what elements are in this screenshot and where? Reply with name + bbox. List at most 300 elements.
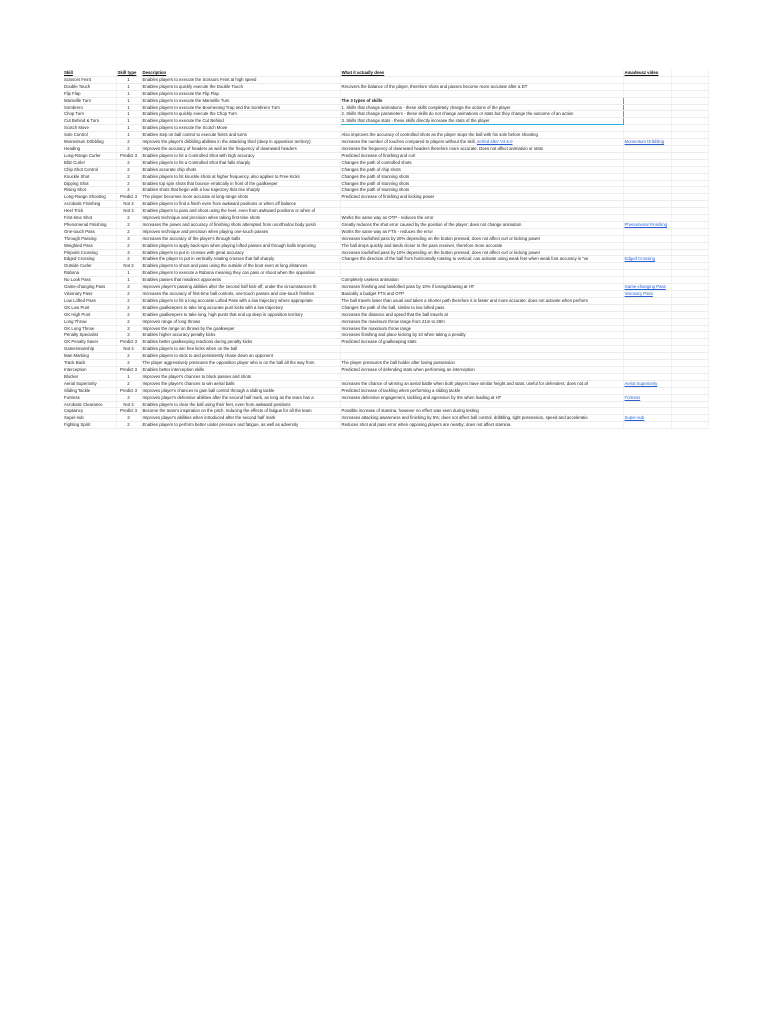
empty-cell[interactable] — [671, 166, 708, 173]
skill-type-cell[interactable]: Not 3 — [116, 401, 141, 408]
description-cell[interactable]: Enables players to clear the ball using their feet, even from awkward positions — [141, 401, 340, 408]
description-cell[interactable]: Enables top spin shots that bounce erratically in front of the goalkeeper — [141, 180, 340, 187]
skill-cell[interactable]: One-touch Pass — [63, 228, 116, 235]
what-it-does-cell[interactable] — [340, 104, 623, 111]
video-link-cell[interactable] — [623, 422, 671, 429]
skill-type-cell[interactable]: Not 3 — [116, 346, 141, 353]
video-link-cell[interactable] — [623, 152, 671, 159]
what-it-does-cell[interactable] — [340, 297, 623, 304]
description-cell[interactable]: Enables the player to put in vertically rotating crosses that fall sharply — [141, 256, 340, 263]
skill-type-cell[interactable]: 2 — [116, 291, 141, 298]
skill-type-cell[interactable]: 2 — [116, 256, 141, 263]
video-link-cell[interactable] — [623, 208, 671, 215]
skill-cell[interactable]: Momentum Dribbling — [63, 139, 116, 146]
what-it-does-cell[interactable] — [340, 332, 623, 339]
video-link-cell[interactable]: Aerial Superiority — [623, 380, 671, 387]
what-it-does-cell[interactable] — [340, 408, 623, 415]
description-cell[interactable]: Increases the accuracy of the player's through balls — [141, 235, 340, 242]
empty-cell[interactable] — [671, 353, 708, 360]
empty-cell[interactable] — [671, 332, 708, 339]
skill-type-cell[interactable]: Predict 3 — [116, 152, 141, 159]
skill-cell[interactable]: Chip Shot Control — [63, 166, 116, 173]
description-cell[interactable]: Enables players to execute a Rabona meaning they can pass or shoot when the opposition — [141, 270, 340, 277]
video-link-cell[interactable] — [623, 360, 671, 367]
header-skill[interactable]: Skill — [63, 70, 116, 76]
description-cell[interactable]: Enables higher accuracy penalty kicks — [141, 332, 340, 339]
skill-cell[interactable]: GK Long Throw — [63, 325, 116, 332]
video-link-cell[interactable] — [623, 325, 671, 332]
what-it-does-cell[interactable] — [340, 415, 623, 422]
skill-type-cell[interactable]: 2 — [116, 242, 141, 249]
header-description[interactable]: Description — [141, 70, 340, 76]
skill-type-cell[interactable]: 2 — [116, 187, 141, 194]
what-it-does-cell[interactable] — [340, 242, 623, 249]
description-cell[interactable]: Enables better goalkeeping reactions during penalty kicks — [141, 339, 340, 346]
what-it-does-cell[interactable] — [340, 111, 623, 118]
description-cell[interactable]: Enables players to execute the Boomerang Trap and the Sombrero Turn — [141, 104, 340, 111]
empty-cell[interactable] — [671, 139, 708, 146]
skill-type-cell[interactable]: 1 — [116, 83, 141, 90]
skill-cell[interactable]: Through Passing — [63, 235, 116, 242]
video-link-cell[interactable] — [623, 97, 671, 104]
description-cell[interactable]: Improves the range on throws by the goalkeeper — [141, 325, 340, 332]
description-cell[interactable]: Enables goalkeepers to take long accurate punt kicks with a low trajectory — [141, 304, 340, 311]
description-cell[interactable]: Enables players to execute the Marseille Turn — [141, 97, 340, 104]
skill-type-cell[interactable]: 2 — [116, 297, 141, 304]
skill-type-cell[interactable]: Predict 3 — [116, 194, 141, 201]
description-cell[interactable]: Enables players to hit a Controlled Shot with high accuracy — [141, 152, 340, 159]
skill-cell[interactable]: Rabona — [63, 270, 116, 277]
description-cell[interactable]: Enables players to find a finish even from awkward positions or when off balance — [141, 201, 340, 208]
what-it-does-cell[interactable] — [340, 422, 623, 429]
what-it-does-cell[interactable] — [340, 132, 623, 139]
empty-cell[interactable] — [671, 242, 708, 249]
video-link-cell[interactable] — [623, 297, 671, 304]
skill-cell[interactable]: Penalty Specialist — [63, 332, 116, 339]
what-it-does-cell[interactable] — [340, 373, 623, 380]
what-it-does-cell[interactable] — [340, 394, 623, 401]
empty-cell[interactable] — [671, 159, 708, 166]
video-link-cell[interactable] — [623, 194, 671, 201]
empty-cell[interactable] — [671, 277, 708, 284]
description-cell[interactable]: Enables players to hit a Controlled Shot that falls sharply — [141, 159, 340, 166]
what-it-does-cell[interactable] — [340, 139, 623, 146]
skill-type-cell[interactable]: 3 — [116, 415, 141, 422]
empty-cell[interactable] — [671, 291, 708, 298]
empty-cell[interactable] — [671, 325, 708, 332]
description-cell[interactable]: Enables players to shoot and pass using the outside of the boot even at long distances — [141, 263, 340, 270]
skill-cell[interactable]: Interception — [63, 366, 116, 373]
empty-cell[interactable] — [671, 339, 708, 346]
description-cell[interactable]: Improves technique and precision when taking first-time shots — [141, 215, 340, 222]
skill-type-cell[interactable]: 1 — [116, 270, 141, 277]
skill-type-cell[interactable]: 2 — [116, 353, 141, 360]
skill-cell[interactable]: Dipping Shot — [63, 180, 116, 187]
description-cell[interactable]: Enables shots that begin with a low trajectory that rise sharply — [141, 187, 340, 194]
skill-type-cell[interactable]: 1 — [116, 90, 141, 97]
video-link-cell[interactable] — [623, 242, 671, 249]
skill-cell[interactable]: Track Back — [63, 360, 116, 367]
header-video[interactable]: Amadeusz video — [623, 70, 671, 76]
description-cell[interactable]: Improves the player's chances to block passes and shots — [141, 373, 340, 380]
skill-cell[interactable]: Long Throw — [63, 318, 116, 325]
skill-type-cell[interactable]: Predict 3 — [116, 387, 141, 394]
description-cell[interactable]: Enables players to hit knuckle shots at higher frequency, also applies to Free Kicks — [141, 173, 340, 180]
video-link-cell[interactable] — [623, 187, 671, 194]
skill-cell[interactable]: Edged Crossing — [63, 256, 116, 263]
video-link-cell[interactable] — [623, 111, 671, 118]
description-cell[interactable]: Enables accurate chip shots — [141, 166, 340, 173]
skill-cell[interactable]: Sombrero — [63, 104, 116, 111]
skill-type-cell[interactable]: 1 — [116, 118, 141, 125]
skill-type-cell[interactable]: Predict 3 — [116, 366, 141, 373]
what-it-does-cell[interactable] — [340, 221, 623, 228]
description-cell[interactable]: Enables players to execute the Scotch Move — [141, 125, 340, 132]
description-cell[interactable]: Enables players to execute the Scissors Feint at high speed — [141, 76, 340, 83]
empty-cell[interactable] — [671, 215, 708, 222]
what-it-does-cell[interactable] — [340, 256, 623, 263]
description-cell[interactable]: Increases the power and accuracy of finishing shots attempted from unorthodox body positi — [141, 221, 340, 228]
description-cell[interactable]: Enables goalkeepers to take long, high punts that end up deep in opposition territory — [141, 311, 340, 318]
description-cell[interactable]: Enables players to win free kicks when on the ball — [141, 346, 340, 353]
description-cell[interactable]: Enables passes that misdirect opponents — [141, 277, 340, 284]
video-link-cell[interactable] — [623, 249, 671, 256]
video-link-cell[interactable] — [623, 387, 671, 394]
empty-cell[interactable] — [671, 76, 708, 83]
empty-cell[interactable] — [671, 173, 708, 180]
video-link-cell[interactable] — [623, 215, 671, 222]
empty-cell[interactable] — [671, 346, 708, 353]
what-it-does-cell[interactable] — [340, 325, 623, 332]
skill-type-cell[interactable]: 1 — [116, 373, 141, 380]
empty-cell[interactable] — [671, 235, 708, 242]
what-it-does-cell[interactable] — [340, 311, 623, 318]
what-it-does-cell[interactable] — [340, 249, 623, 256]
what-it-does-cell[interactable] — [340, 263, 623, 270]
description-cell[interactable]: The player aggressively pressures the opposition player who is on the ball all the way from — [141, 360, 340, 367]
description-cell[interactable]: Improves the player's dribbling abilities in the attacking third (deep in opposition territory) — [141, 139, 340, 146]
skill-type-cell[interactable]: 3 — [116, 332, 141, 339]
skill-type-cell[interactable]: 2 — [116, 228, 141, 235]
skill-type-cell[interactable]: 2 — [116, 166, 141, 173]
what-it-does-cell[interactable] — [340, 346, 623, 353]
description-cell[interactable]: Enables players to pass and shoot using the heel, even from awkward positions or when of — [141, 208, 340, 215]
video-link-cell[interactable] — [623, 346, 671, 353]
skill-type-cell[interactable]: 1 — [116, 132, 141, 139]
video-link-cell[interactable] — [623, 145, 671, 152]
skill-type-cell[interactable]: 2 — [116, 139, 141, 146]
description-cell[interactable]: Enables players to execute the Flip Flap — [141, 90, 340, 97]
skill-cell[interactable]: Blitz Curler — [63, 159, 116, 166]
skill-cell[interactable]: Long-Range Curler — [63, 152, 116, 159]
empty-cell[interactable] — [671, 111, 708, 118]
description-cell[interactable]: Improves player's passing abilities after the second half kick-off, under the circumstances th — [141, 284, 340, 291]
video-link-cell[interactable] — [623, 353, 671, 360]
what-it-does-cell[interactable] — [340, 208, 623, 215]
empty-cell[interactable] — [671, 118, 708, 125]
video-link-cell[interactable] — [623, 76, 671, 83]
video-link-cell[interactable]: Game-changing Pass — [623, 284, 671, 291]
empty-cell[interactable] — [671, 194, 708, 201]
empty-cell[interactable] — [671, 145, 708, 152]
video-link-cell[interactable] — [623, 180, 671, 187]
empty-cell[interactable] — [671, 373, 708, 380]
what-it-does-cell[interactable] — [340, 339, 623, 346]
skill-cell[interactable]: Double Touch — [63, 83, 116, 90]
skill-cell[interactable]: Cut Behind & Turn — [63, 118, 116, 125]
skill-cell[interactable]: GK High Punt — [63, 311, 116, 318]
empty-cell[interactable] — [671, 97, 708, 104]
skill-type-cell[interactable]: 1 — [116, 125, 141, 132]
description-cell[interactable]: Improves the player's chances to win aerial balls — [141, 380, 340, 387]
video-link-cell[interactable] — [623, 90, 671, 97]
empty-cell[interactable] — [671, 132, 708, 139]
skill-cell[interactable]: Fighting Spirit — [63, 422, 116, 429]
skill-cell[interactable]: Man Marking — [63, 353, 116, 360]
what-it-does-cell[interactable] — [340, 318, 623, 325]
empty-cell[interactable] — [671, 201, 708, 208]
what-it-does-cell[interactable] — [340, 180, 623, 187]
video-link-cell[interactable]: Visionary Pass — [623, 291, 671, 298]
description-cell[interactable]: Enables players to apply back-spin when playing lofted passes and through balls improving — [141, 242, 340, 249]
skill-type-cell[interactable]: 3 — [116, 394, 141, 401]
video-link-cell[interactable]: Super-sub — [623, 415, 671, 422]
empty-cell[interactable] — [671, 387, 708, 394]
description-cell[interactable]: Improves technique and precision when playing one-touch passes — [141, 228, 340, 235]
what-it-does-cell[interactable] — [340, 159, 623, 166]
empty-cell[interactable] — [671, 256, 708, 263]
nerfed-link[interactable]: nerfed after V2.6.0 — [476, 139, 513, 145]
skill-cell[interactable]: Fortress — [63, 394, 116, 401]
empty-cell[interactable] — [671, 152, 708, 159]
video-link-cell[interactable] — [623, 132, 671, 139]
description-cell[interactable]: Improves range of long throws — [141, 318, 340, 325]
skill-type-cell[interactable]: 2 — [116, 325, 141, 332]
description-cell[interactable]: Enables players to put in crosses with great accuracy — [141, 249, 340, 256]
empty-cell[interactable] — [671, 366, 708, 373]
skill-cell[interactable]: Knuckle Shot — [63, 173, 116, 180]
empty-cell[interactable] — [671, 125, 708, 132]
skill-cell[interactable]: Super-sub — [63, 415, 116, 422]
what-it-does-cell[interactable] — [340, 366, 623, 373]
description-cell[interactable]: Increases the accuracy of first-time ball controls, one-touch passes and one-touch finishes — [141, 291, 340, 298]
what-it-does-cell[interactable] — [340, 380, 623, 387]
skill-cell[interactable]: Long-Range Shooting — [63, 194, 116, 201]
video-link-cell[interactable] — [623, 373, 671, 380]
empty-cell[interactable] — [671, 221, 708, 228]
what-it-does-cell[interactable] — [340, 187, 623, 194]
video-link-cell[interactable]: Phenomenal Finishing — [623, 221, 671, 228]
what-it-does-cell[interactable] — [340, 125, 623, 132]
skill-cell[interactable]: Acrobatic Finishing — [63, 201, 116, 208]
skill-type-cell[interactable]: 1 — [116, 104, 141, 111]
empty-cell[interactable] — [671, 83, 708, 90]
skill-cell[interactable]: First-time Shot — [63, 215, 116, 222]
video-link-cell[interactable] — [623, 125, 671, 132]
skill-cell[interactable]: Gamesmanship — [63, 346, 116, 353]
description-cell[interactable]: Improves player's defensive abilities after the second half mark, as long as the team has a — [141, 394, 340, 401]
empty-cell[interactable] — [671, 208, 708, 215]
skill-type-cell[interactable]: Predict 3 — [116, 408, 141, 415]
video-link-cell[interactable] — [623, 366, 671, 373]
empty-cell[interactable] — [671, 187, 708, 194]
description-cell[interactable]: Enables players to execute the Cut Behind — [141, 118, 340, 125]
video-link-cell[interactable] — [623, 159, 671, 166]
video-link-cell[interactable] — [623, 235, 671, 242]
skill-type-cell[interactable]: Not 3 — [116, 208, 141, 215]
video-link-cell[interactable] — [623, 270, 671, 277]
what-it-does-cell[interactable] — [340, 270, 623, 277]
empty-cell[interactable] — [671, 249, 708, 256]
what-it-does-cell[interactable] — [340, 401, 623, 408]
description-cell[interactable]: Enables players to hit a long accurate Lofted Pass with a low trajectory where appropriate — [141, 297, 340, 304]
skill-cell[interactable]: Outside Curler — [63, 263, 116, 270]
what-it-does-cell[interactable] — [340, 83, 623, 90]
empty-cell[interactable] — [671, 270, 708, 277]
what-it-does-cell[interactable] — [340, 304, 623, 311]
skill-type-cell[interactable]: 2 — [116, 422, 141, 429]
description-cell[interactable]: Enables better interception skills — [141, 366, 340, 373]
skill-type-cell[interactable]: 3 — [116, 249, 141, 256]
description-cell[interactable]: Improves the accuracy of headers as well as the frequency of downward headers — [141, 145, 340, 152]
header-what-it-does[interactable]: What it actually does — [340, 70, 623, 76]
empty-cell[interactable] — [671, 284, 708, 291]
video-link-cell[interactable] — [623, 228, 671, 235]
empty-cell[interactable] — [671, 415, 708, 422]
skill-type-cell[interactable]: 2 — [116, 180, 141, 187]
description-cell[interactable]: Enables players to perform better under pressure and fatigue, as well as adversity — [141, 422, 340, 429]
skill-cell[interactable]: Rising Shot — [63, 187, 116, 194]
empty-cell[interactable] — [671, 90, 708, 97]
description-cell[interactable]: Improves player's abilities when introduced after the second half mark — [141, 415, 340, 422]
what-it-does-cell[interactable] — [340, 284, 623, 291]
skill-cell[interactable]: Sliding Tackle — [63, 387, 116, 394]
skill-type-cell[interactable]: Not 3 — [116, 201, 141, 208]
skill-cell[interactable]: Visionary Pass — [63, 291, 116, 298]
what-it-does-cell[interactable] — [340, 97, 623, 104]
description-cell[interactable]: Enables players to stick to and persistently chase down an opponent — [141, 353, 340, 360]
empty-cell[interactable] — [671, 360, 708, 367]
empty-cell[interactable] — [671, 104, 708, 111]
video-link-cell[interactable] — [623, 332, 671, 339]
skill-cell[interactable]: Heading — [63, 145, 116, 152]
what-it-does-cell[interactable] — [340, 90, 623, 97]
skill-cell[interactable]: Pinpoint Crossing — [63, 249, 116, 256]
skill-cell[interactable]: Weighted Pass — [63, 242, 116, 249]
skill-cell[interactable]: Marseille Turn — [63, 97, 116, 104]
video-link-cell[interactable] — [623, 83, 671, 90]
empty-cell[interactable] — [671, 422, 708, 429]
header-skill-type[interactable]: Skill type — [116, 70, 141, 76]
video-link-cell[interactable] — [623, 201, 671, 208]
skill-type-cell[interactable]: 2 — [116, 173, 141, 180]
video-link-cell[interactable] — [623, 263, 671, 270]
what-it-does-cell[interactable] — [340, 235, 623, 242]
video-link-cell[interactable] — [623, 173, 671, 180]
skill-cell[interactable]: Game-changing Pass — [63, 284, 116, 291]
skill-type-cell[interactable]: 1 — [116, 97, 141, 104]
skill-cell[interactable]: Heel Trick — [63, 208, 116, 215]
empty-cell[interactable] — [671, 297, 708, 304]
video-link-cell[interactable] — [623, 104, 671, 111]
what-it-does-cell[interactable] — [340, 145, 623, 152]
video-link-cell[interactable]: Edged Crossing — [623, 256, 671, 263]
skill-cell[interactable]: Scotch Move — [63, 125, 116, 132]
video-link-cell[interactable] — [623, 304, 671, 311]
skill-cell[interactable]: Scissors Feint — [63, 76, 116, 83]
skill-type-cell[interactable]: 1 — [116, 277, 141, 284]
what-it-does-cell[interactable] — [340, 291, 623, 298]
skill-cell[interactable]: Sole Control — [63, 132, 116, 139]
skill-type-cell[interactable]: 2 — [116, 380, 141, 387]
what-it-does-cell[interactable] — [340, 152, 623, 159]
what-it-does-cell[interactable] — [340, 353, 623, 360]
empty-cell[interactable] — [671, 228, 708, 235]
skill-type-cell[interactable]: 1 — [116, 111, 141, 118]
what-it-does-cell[interactable] — [340, 387, 623, 394]
empty-cell[interactable] — [671, 304, 708, 311]
empty-cell[interactable] — [671, 380, 708, 387]
what-it-does-cell[interactable] — [340, 228, 623, 235]
what-it-does-cell[interactable] — [340, 360, 623, 367]
skill-type-cell[interactable]: 2 — [116, 221, 141, 228]
what-it-does-cell[interactable] — [340, 118, 623, 125]
skill-cell[interactable]: GK Penalty Saver — [63, 339, 116, 346]
skill-type-cell[interactable]: 2 — [116, 215, 141, 222]
video-link-cell[interactable] — [623, 401, 671, 408]
empty-cell[interactable] — [671, 318, 708, 325]
description-cell[interactable]: The player becomes more accurate at long-range shots — [141, 194, 340, 201]
skill-cell[interactable]: Flip Flap — [63, 90, 116, 97]
video-link-cell[interactable]: Momentum Dribbling — [623, 139, 671, 146]
what-it-does-cell[interactable] — [340, 166, 623, 173]
what-it-does-cell[interactable] — [340, 76, 623, 83]
skill-cell[interactable]: Chop Turn — [63, 111, 116, 118]
skill-cell[interactable]: No Look Pass — [63, 277, 116, 284]
skill-type-cell[interactable]: 2 — [116, 159, 141, 166]
empty-cell[interactable] — [671, 401, 708, 408]
description-cell[interactable]: Enables players to quickly execute the Chop Turn — [141, 111, 340, 118]
skill-type-cell[interactable]: 2 — [116, 311, 141, 318]
skill-type-cell[interactable]: Predict 3 — [116, 339, 141, 346]
video-link-cell[interactable] — [623, 311, 671, 318]
skill-type-cell[interactable]: 3 — [116, 235, 141, 242]
description-cell[interactable]: Enables players to quickly execute the Double Touch — [141, 83, 340, 90]
what-it-does-cell[interactable] — [340, 277, 623, 284]
empty-cell[interactable] — [671, 394, 708, 401]
skill-type-cell[interactable]: 2 — [116, 304, 141, 311]
skill-type-cell[interactable]: 3 — [116, 284, 141, 291]
description-cell[interactable]: Enables step on ball control to execute feints and turns — [141, 132, 340, 139]
video-link-cell[interactable] — [623, 166, 671, 173]
empty-cell[interactable] — [671, 180, 708, 187]
skill-type-cell[interactable]: 2 — [116, 360, 141, 367]
skill-type-cell[interactable]: 2 — [116, 318, 141, 325]
skill-type-cell[interactable]: 2 — [116, 145, 141, 152]
skill-cell[interactable]: Phenomenal Finishing — [63, 221, 116, 228]
video-link-cell[interactable]: Fortress — [623, 394, 671, 401]
skill-cell[interactable]: Aerial Superiority — [63, 380, 116, 387]
skill-cell[interactable]: Blocker — [63, 373, 116, 380]
description-cell[interactable]: Become the team's inspiration on the pitch, reducing the effects of fatigue for all the team — [141, 408, 340, 415]
video-link-cell[interactable] — [623, 339, 671, 346]
video-link-cell[interactable] — [623, 318, 671, 325]
video-link-cell[interactable] — [623, 277, 671, 284]
empty-cell[interactable] — [671, 311, 708, 318]
video-link-cell[interactable] — [623, 118, 671, 125]
what-it-does-cell[interactable] — [340, 215, 623, 222]
empty-cell[interactable] — [671, 263, 708, 270]
